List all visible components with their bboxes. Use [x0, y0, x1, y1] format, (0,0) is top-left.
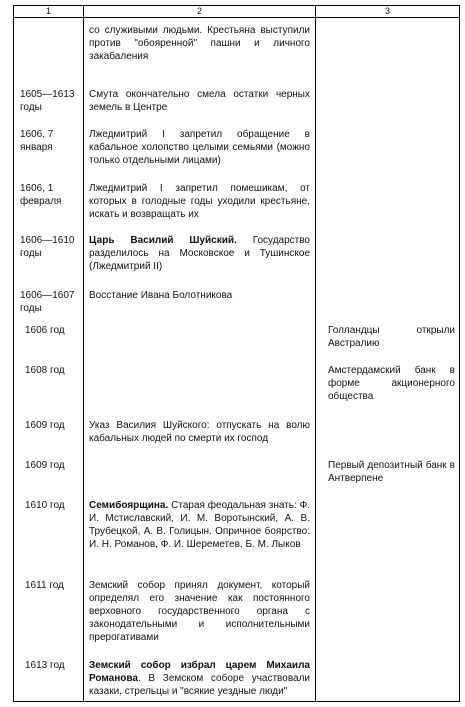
row-event-bold: Семибоярщина.: [89, 499, 169, 511]
row-event: Лжедмитрий I запретил помешикам, от которых в голодные годы уходили крестьяне, искать и возвращать их: [84, 182, 316, 234]
row-world-event: Первый депозитный банк в Антверпене: [316, 459, 460, 499]
row-date: 1606, 1 февраля: [14, 182, 84, 234]
row-date: [14, 18, 84, 88]
row-event-bold: Царь Василий Шуйский.: [89, 234, 237, 246]
column-header-2: 2: [84, 6, 316, 18]
table-row: [14, 419, 460, 459]
row-event: Восстание Ивана Болотникова: [84, 289, 316, 324]
table-row: [14, 659, 460, 702]
row-event: [84, 499, 316, 579]
chronology-table: [13, 5, 460, 702]
row-world-event: [316, 234, 460, 289]
row-event: [84, 459, 316, 499]
row-world-event: [316, 18, 460, 88]
row-date: 1608 год: [14, 364, 84, 419]
row-date: 1609 год: [14, 459, 84, 499]
row-world-event: [316, 579, 460, 659]
row-date: 1609 год: [14, 419, 84, 459]
row-date: 1610 год: [14, 499, 84, 579]
row-event: Земский собор принял документ, который определял его значение как постоянного верховного государственного органа с законодательными и исполнительными прерогативами: [84, 579, 316, 659]
table-row: [14, 579, 460, 659]
table-row: [14, 364, 460, 419]
row-date: 1606, 7 января: [14, 128, 84, 182]
table-row: [14, 182, 460, 234]
row-world-event: [316, 289, 460, 324]
row-world-event: [316, 88, 460, 128]
table-row: [14, 128, 460, 182]
column-header-3: 3: [316, 6, 460, 18]
row-event: [84, 234, 316, 289]
row-event: со служивыми людьми. Крестьяна выступили против "обояренной" пашни и личного закабаления: [84, 18, 316, 88]
row-date: 1606—1607 годы: [14, 289, 84, 324]
row-event-text: Государство разделилось на Московское и Тушинское (Лжедмитрий II): [89, 234, 310, 272]
row-event: Указ Василия Шуйского: отпускать на волю кабальных людей по смерти их господ: [84, 419, 316, 459]
table-row: [14, 324, 460, 364]
table-header-row: [14, 6, 460, 18]
table-row: [14, 18, 460, 88]
row-event-text: . В Земском соборе участвовали казаки, стрельцы и "всякие уездные люди": [89, 672, 310, 697]
row-world-event: [316, 128, 460, 182]
row-world-event: Голландцы открыли Австралию: [316, 324, 460, 364]
table-row: [14, 459, 460, 499]
table-row: [14, 289, 460, 324]
table-row: [14, 234, 460, 289]
row-date: 1605—1613 годы: [14, 88, 84, 128]
row-date: 1613 год: [14, 659, 84, 702]
row-event: [84, 364, 316, 419]
column-header-1: 1: [14, 6, 84, 18]
row-event: Смута окончательно смела остатки черных земель в Центре: [84, 88, 316, 128]
row-event: Лжедмитрий I запретил обращение в кабальное холопство целыми семьями (можно только отдельными лицами): [84, 128, 316, 182]
row-event-text: Старая феодальная знать: Ф. И. Мстиславский, И. М. Воротынский, А. В. Трубецкой, А. В. Голицын. Опричное боярство: И. Н. Романов, Ф. И. Шереметев, Б. М. Лыков: [89, 499, 310, 550]
row-event: [84, 659, 316, 702]
row-world-event: [316, 499, 460, 579]
row-event: [84, 324, 316, 364]
row-world-event: [316, 182, 460, 234]
table-row: [14, 88, 460, 128]
row-event-bold: Земский собор избрал царем Михаила Романова: [89, 659, 310, 684]
row-world-event: Амстердамский банк в форме акционерного общества: [316, 364, 460, 419]
row-date: 1606 год: [14, 324, 84, 364]
row-world-event: [316, 659, 460, 702]
row-date: 1606—1610 годы: [14, 234, 84, 289]
table-row: [14, 499, 460, 579]
row-world-event: [316, 419, 460, 459]
row-date: 1611 год: [14, 579, 84, 659]
